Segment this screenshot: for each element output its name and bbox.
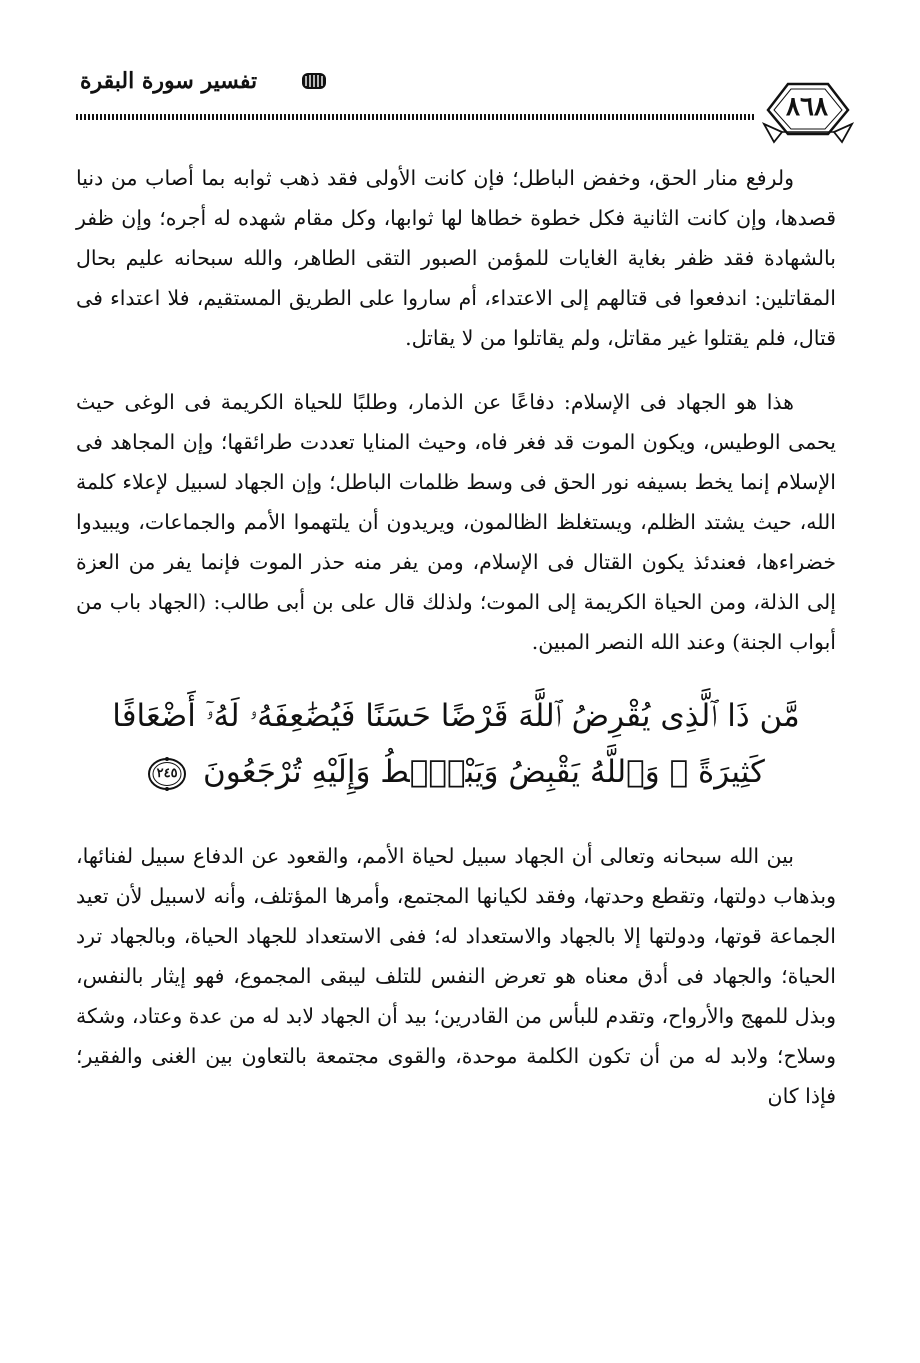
paragraph: ولرفع منار الحق، وخفض الباطل؛ فإن كانت الأولى فقد ذهب ثوابه بما أصاب من دنيا قصدها، وإن كانت الثانية فكل خطوة خطاها لها ثوابها، وكل مقام شهده له أجره؛ وإن ظفر بالشهادة فقد ظفر بغاية الغايات للمؤمن الصبور التقى الطاهر، والله سبحانه عليم بحال المقاتلين: اندفعوا فى قتالهم إلى الاعتداء، أم ساروا على الطريق المستقيم، فلا اعتداء فى قتال، فلم يقتلوا غير مقاتل، ولم يقاتلوا من لا يقاتل. [76,166,836,350]
verse-line-2-text: كَثِيرَةً ۚ وَٱللَّهُ يَقْبِضُ وَيَبْصُۜطُ وَإِلَيْهِ تُرْجَعُونَ [202,754,765,790]
paragraph: هذا هو الجهاد فى الإسلام: دفاعًا عن الذمار، وطلبًا للحياة الكريمة فى الوغى حيث يحمى الوطيس، ويكون الموت قد فغر فاه، وحيث المنايا تعددت طرائقها؛ وإن المجاهد فى الإسلام إنما يخط بسيفه نور الحق فى وسط ظلمات الباطل؛ وإن الجهاد لسبيل لإعلاء كلمة الله، حيث يشتد الظلم، ويستغلظ الظالمون، ويريدون أن يلتهموا الأمم والجماعات، ويبيدوا خضراءها، فعندئذ يكون القتال فى الإسلام، ومن يفر منه حذر الموت فإنما يفر من العزة إلى الذلة، ومن الحياة الكريمة إلى الموت؛ ولذلك قال على بن أبى طالب: (الجهاد باب من أبواب الجنة) وعند الله النصر المبين. [76,390,836,654]
page-number: ٨٦٨ [786,92,828,122]
ayah-end-marker [147,757,187,791]
ornament-icon [300,70,328,92]
page-header [0,0,920,150]
header-rule [76,114,756,120]
ayah-number: ٢٤٥ [156,765,178,781]
verse-line-2 [76,744,836,800]
page-body [76,158,836,1116]
running-title: تفسير سورة البقرة [80,68,258,94]
quran-verse [76,688,836,800]
verse-line-1: مَّن ذَا ٱلَّذِى يُقْرِضُ ٱللَّهَ قَرْضًا حَسَنًا فَيُضَٰعِفَهُۥ لَهُۥٓ أَضْعَافًا [112,698,800,734]
paragraph: بين الله سبحانه وتعالى أن الجهاد سبيل لحياة الأمم، والقعود عن الدفاع سبيل لفنائها، وبذهاب دولتها، وتقطع وحدتها، وفقد لكيانها المجتمع، وأمرها المؤتلف، وأنه لاسبيل لأن تعيد الجماعة قوتها، ودولتها إلا بالجهاد والاستعداد له؛ ففى الاستعداد للجهاد الحياة، وبالجهاد ترد الحياة؛ والجهاد فى أدق معناه هو تعرض النفس للتلف ليبقى المجموع، فهو إيثار بالنفس، وبذل للمهج والأرواح، وتقدم للبأس من القادرين؛ بيد أن الجهاد لابد له من عدة وعتاد، وشكة وسلاح؛ ولابد له من أن تكون الكلمة موحدة، والقوى مجتمعة بالتعاون بين الغنى والفقير؛ فإذا كان [76,844,836,1108]
